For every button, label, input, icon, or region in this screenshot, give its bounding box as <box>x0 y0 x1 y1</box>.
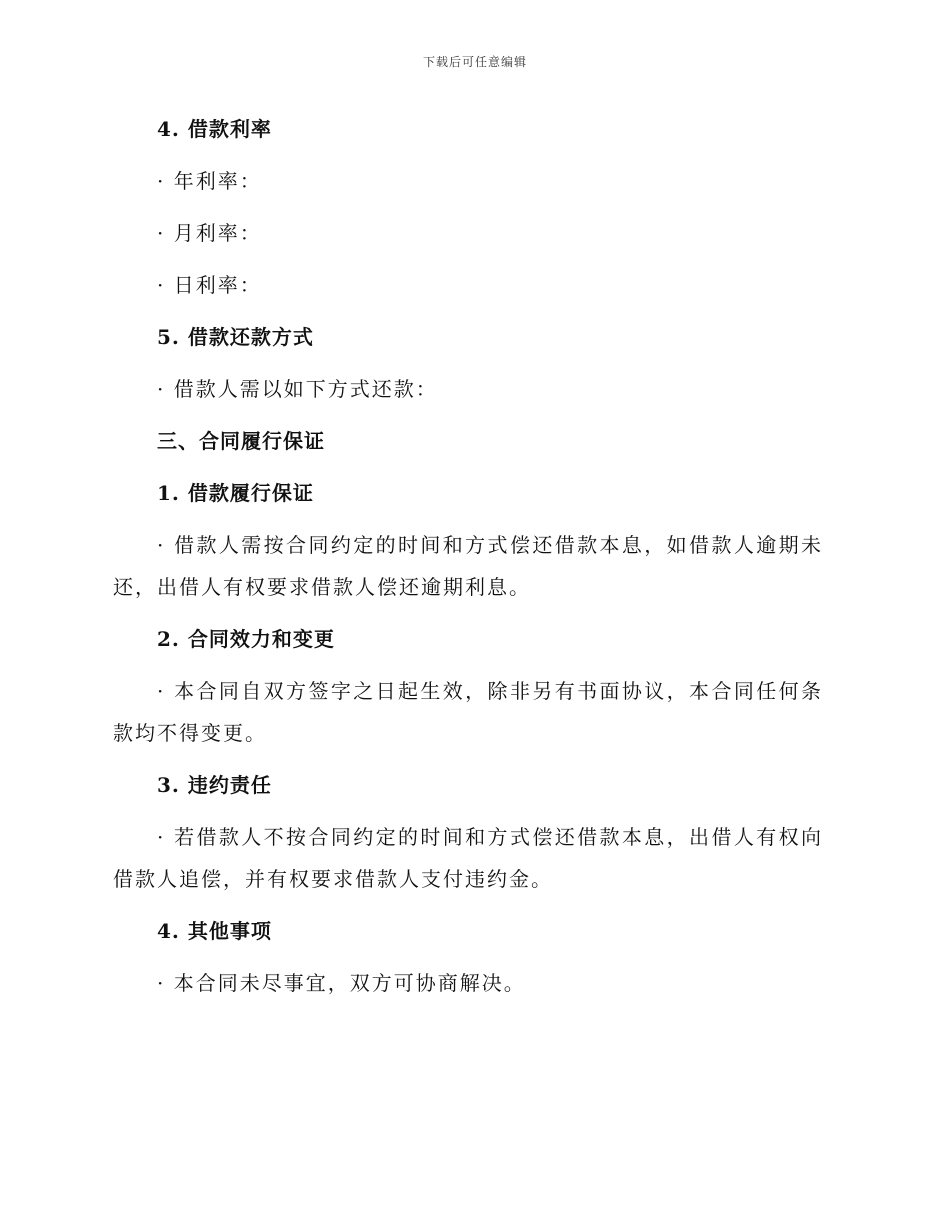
heading-section-three: 三、合同履行保证 <box>157 429 325 453</box>
para-breach-liability: · 若借款人不按合同约定的时间和方式偿还借款本息，出借人有权向借款人追偿，并有权要求借款人支付违约金。 <box>113 825 823 891</box>
para-performance-guarantee: · 借款人需按合同约定的时间和方式偿还借款本息，如借款人逾期未还，出借人有权要求借款人偿还逾期利息。 <box>113 533 823 599</box>
item-monthly-rate: · 月利率： <box>157 221 262 245</box>
heading-validity-and-change: 2. 合同效力和变更 <box>157 627 335 651</box>
item-repayment-method: · 借款人需以如下方式还款： <box>157 377 438 401</box>
para-validity-and-change: · 本合同自双方签字之日起生效，除非另有书面协议，本合同任何条款均不得变更。 <box>113 679 823 745</box>
heading-performance-guarantee: 1. 借款履行保证 <box>157 481 314 505</box>
heading-repayment-method: 5. 借款还款方式 <box>157 325 314 349</box>
item-daily-rate: · 日利率： <box>157 273 262 297</box>
heading-other-matters: 4. 其他事项 <box>157 919 272 943</box>
page-header: 下载后可任意编辑 <box>422 55 527 69</box>
item-annual-rate: · 年利率： <box>157 169 262 193</box>
item-other-matters: · 本合同未尽事宜，双方可协商解决。 <box>157 971 526 995</box>
heading-loan-interest-rate: 4. 借款利率 <box>157 117 272 141</box>
document-body <box>113 108 823 1014</box>
heading-breach-liability: 3. 违约责任 <box>157 773 272 797</box>
